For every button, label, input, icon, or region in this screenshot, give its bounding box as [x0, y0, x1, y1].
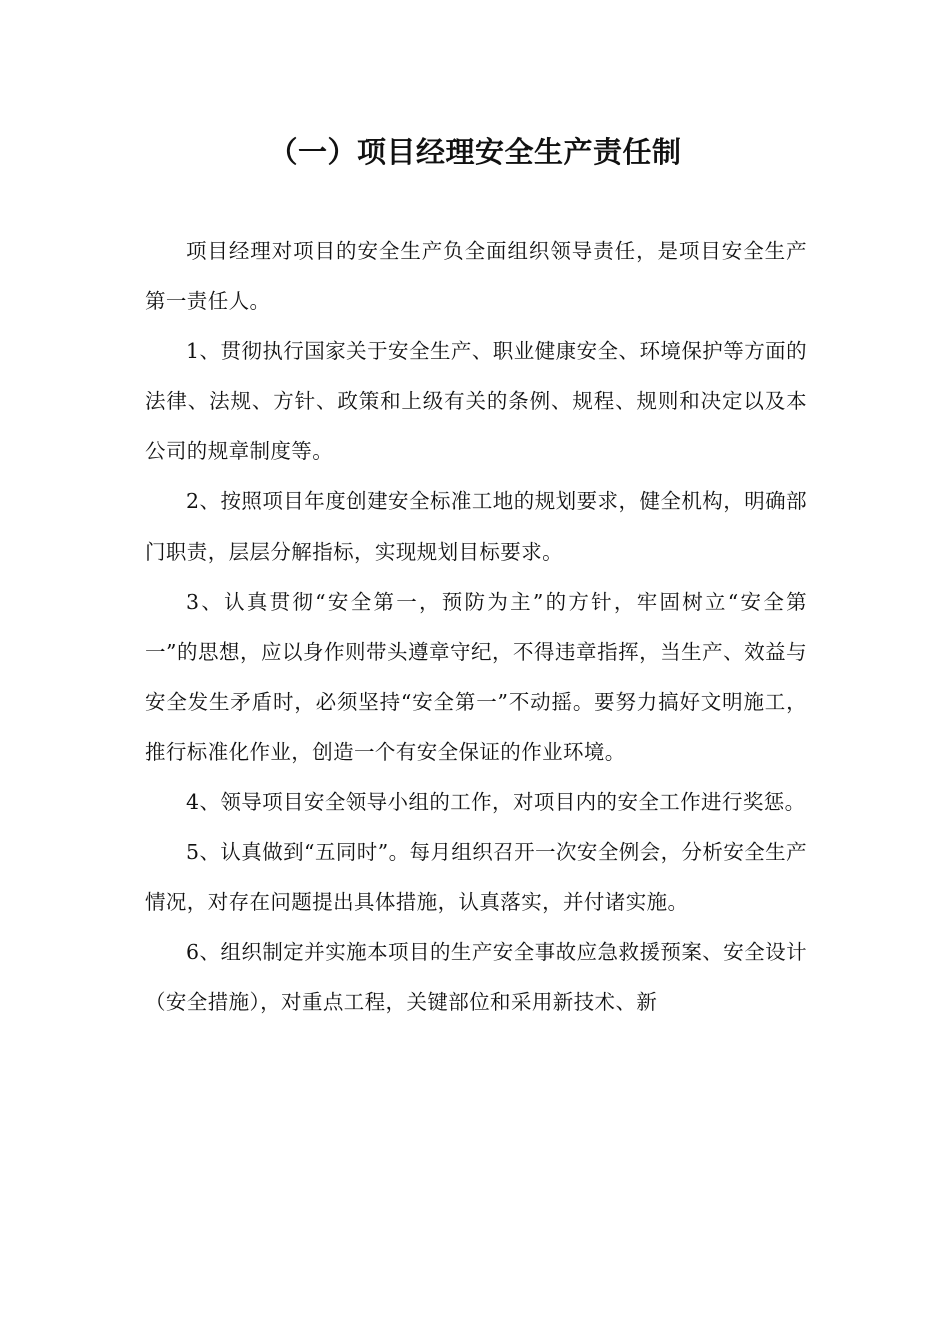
document-body: [145, 226, 807, 1028]
paragraph-item-6: 6、组织制定并实施本项目的生产安全事故应急救援预案、安全设计（安全措施），对重点工程，关键部位和采用新技术、新: [145, 940, 807, 1015]
paragraph-item-4: 4、领导项目安全领导小组的工作，对项目内的安全工作进行奖惩。: [186, 790, 806, 815]
paragraph-item-5: 5、认真做到“五同时”。每月组织召开一次安全例会，分析安全生产情况，对存在问题提出具体措施，认真落实，并付诸实施。: [145, 840, 807, 915]
paragraph-intro: 项目经理对项目的安全生产负全面组织领导责任，是项目安全生产第一责任人。: [145, 239, 807, 314]
paragraph-item-1: 1、贯彻执行国家关于安全生产、职业健康安全、环境保护等方面的法律、法规、方针、政策和上级有关的条例、规程、规则和决定以及本公司的规章制度等。: [145, 339, 807, 464]
document-title: （一）项目经理安全生产责任制: [268, 135, 682, 169]
paragraph-item-2: 2、按照项目年度创建安全标准工地的规划要求，健全机构，明确部门职责，层层分解指标，实现规划目标要求。: [145, 489, 807, 564]
paragraph-item-3: 3、认真贯彻“安全第一，预防为主”的方针，牢固树立“安全第一”的思想，应以身作则带头遵章守纪，不得违章指挥，当生产、效益与安全发生矛盾时，必须坚持“安全第一”不动摇。要努力搞好文明施工，推行标准化作业，创造一个有安全保证的作业环境。: [145, 589, 807, 764]
